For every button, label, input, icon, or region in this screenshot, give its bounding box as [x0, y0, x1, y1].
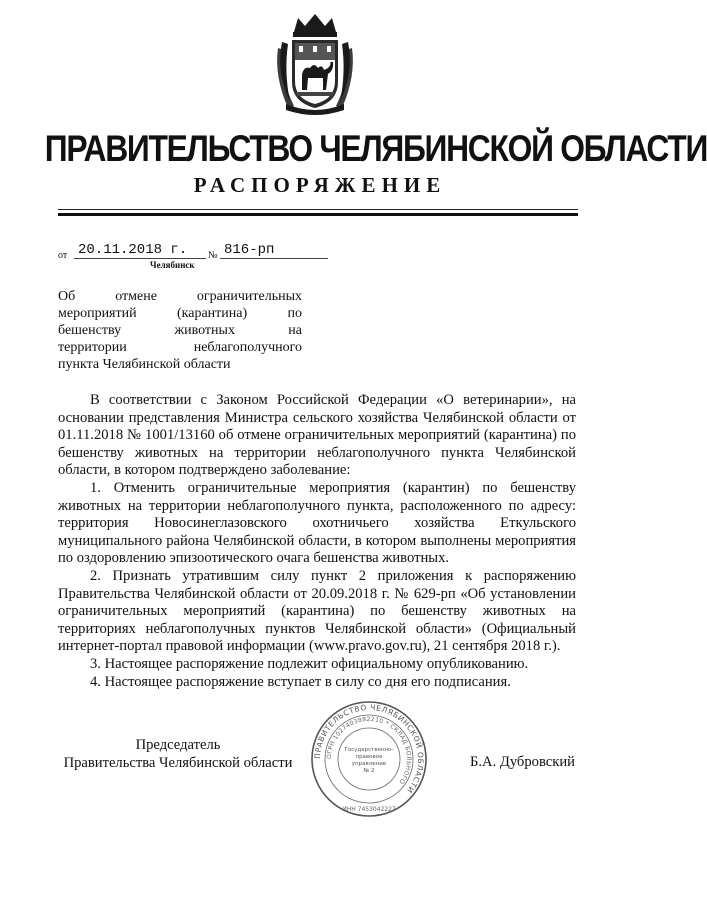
stamp-inner-text: ОГРН 1027403882210 * СКЛАД БОЛЬНОГО: [325, 715, 413, 786]
stamp-inn: ИНН 7453042227: [342, 806, 396, 813]
official-stamp: [310, 700, 428, 818]
document-body: [58, 392, 576, 691]
clause-2: 2. Признать утратившим силу пункт 2 приложения к распоряжению Правительства Челябинской области от 20.09.2018 г. № 629-рп «Об установлении ограничительных мероприятий (карантина) по бешенству животных на территориях неблагополучных пунктов Челябинской области» (Официальный интернет-портал правовой информации (www.pravo.gov.ru), 21 сентября 2018 г.).: [58, 567, 576, 655]
number-label: №: [208, 250, 218, 261]
coat-of-arms-emblem: [272, 12, 358, 114]
header-rule-thick: [58, 213, 578, 216]
signatory-title-line2: Правительства Челябинской области: [63, 755, 293, 771]
document-number: 816-рп: [220, 242, 328, 259]
clause-3: 3. Настоящее распоряжение подлежит официальному опубликованию.: [90, 655, 529, 672]
stamp-center-line1: Государственно-: [344, 747, 394, 753]
city-label: Челябинск: [150, 260, 195, 270]
stamp-center-line2: правовое: [355, 754, 383, 760]
clause-4: 4. Настоящее распоряжение вступает в силу со дня его подписания.: [90, 673, 511, 690]
preamble-paragraph: В соответствии с Законом Российской Федерации «О ветеринарии», на основании представления Министра сельского хозяйства Челябинской области от 01.11.2018 № 1001/13160 об отмене ограничительных мероприятий (карантина) по бешенству животных на территории неблагополучного пункта Челябинской области, в котором подтверждено заболевание:: [58, 392, 576, 479]
stamp-center-line3: управление: [351, 761, 387, 767]
signatory-title: [58, 736, 298, 772]
signatory-title-line1: Председатель: [135, 737, 221, 753]
subject-line: Об отмене ограничительных: [58, 289, 302, 304]
stamp-center-line4: № 2: [363, 768, 375, 774]
subject-line: территории неблагополучного: [58, 340, 302, 355]
header-rule-thin: [58, 209, 578, 210]
subject-line: бешенству животных на: [58, 323, 302, 338]
subject-line: мероприятий (карантина) по: [58, 306, 302, 321]
government-title: ПРАВИТЕЛЬСТВО ЧЕЛЯБИНСКОЙ ОБЛАСТИ: [44, 128, 707, 169]
stamp-outer-text: ПРАВИТЕЛЬСТВО ЧЕЛЯБИНСКОЙ ОБЛАСТИ: [312, 702, 426, 796]
subject-line: пункта Челябинской области: [58, 357, 231, 372]
clause-1: 1. Отменить ограничительные мероприятия (карантин) по бешенству животных на территории неблагополучного пункта, расположенного по адресу: территория Новосинеглазовского охотничьего хозяйства Еткульского муниципального района Челябинской области, в котором выполнены мероприятия по оздоровлению эпизоотического очага бешенства животных.: [58, 479, 576, 567]
subject-block: [58, 288, 302, 373]
signatory-name: Б.А. Дубровский: [470, 754, 575, 770]
document-date: 20.11.2018 г.: [74, 242, 206, 259]
date-label: от: [58, 250, 68, 261]
document-type: РАСПОРЯЖЕНИЕ: [193, 173, 447, 197]
